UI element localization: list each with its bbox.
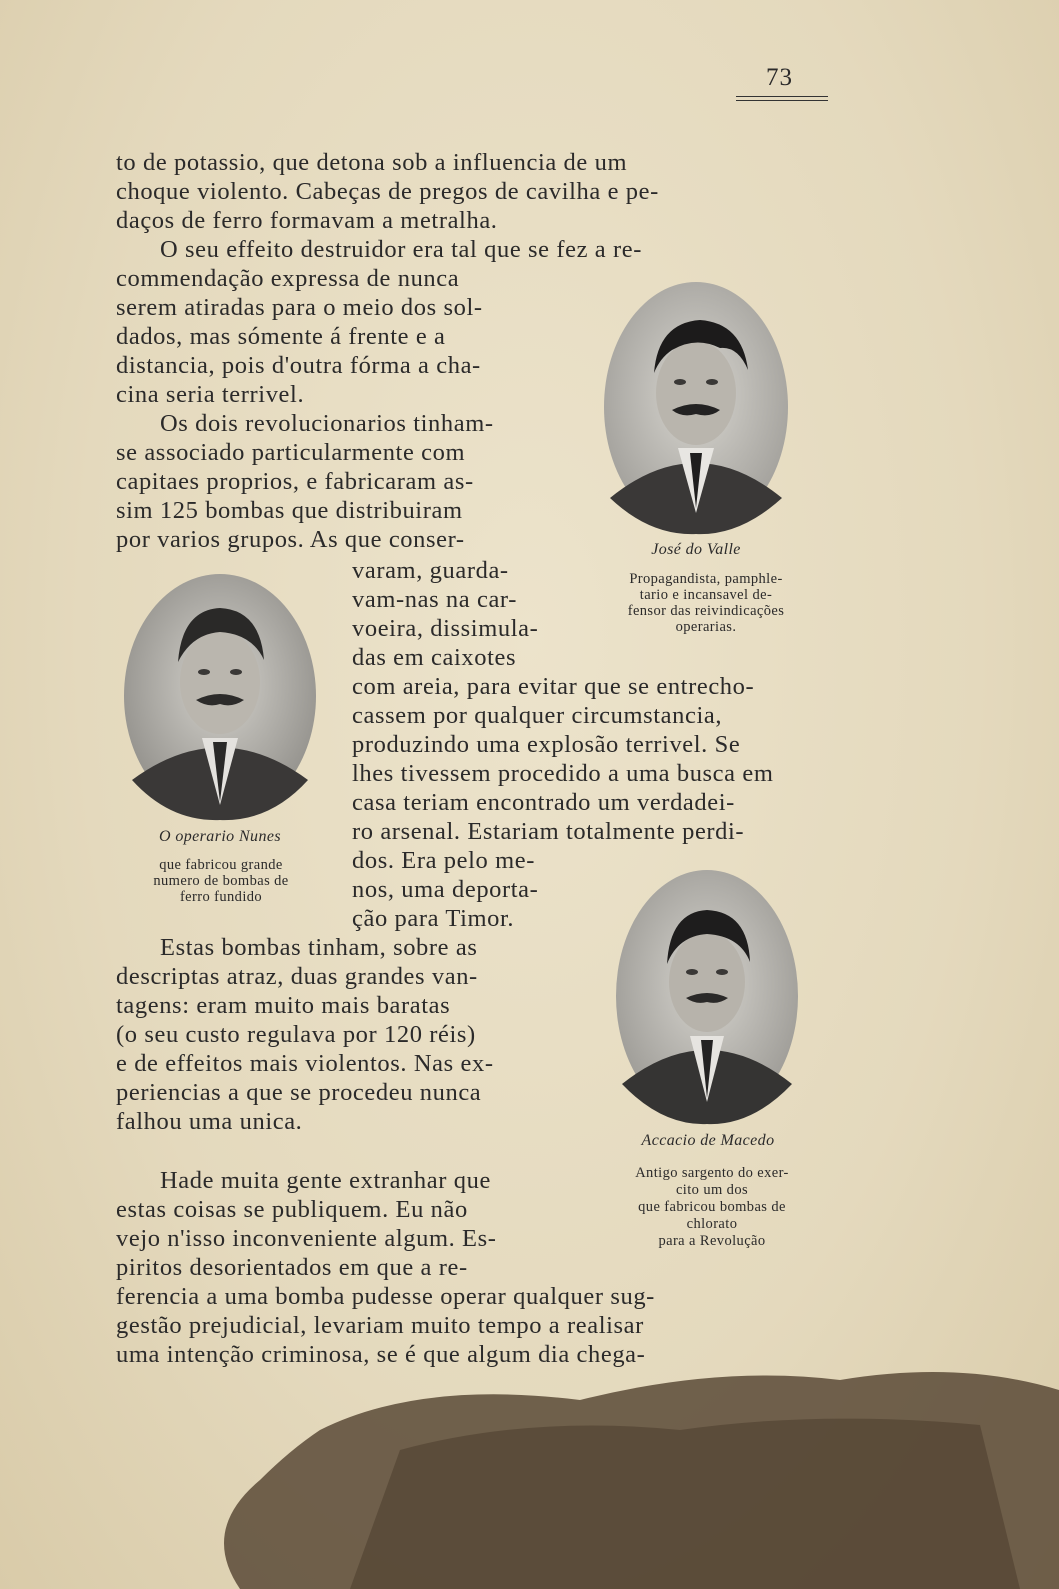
text-line: dos. Era pelo me- <box>352 847 536 874</box>
text-line: por varios grupos. As que conser- <box>116 526 465 553</box>
text-line: das em caixotes <box>352 644 517 671</box>
text-line: ro arsenal. Estariam totalmente perdi- <box>352 818 745 845</box>
page-number-rule <box>736 96 828 97</box>
text-line: ferencia a uma bomba pudesse operar qualquer sug- <box>116 1283 655 1310</box>
caption-name: O operario Nunes <box>159 828 281 845</box>
text-line: se associado particularmente com <box>116 439 466 466</box>
text-line: (o seu custo regulava por 120 réis) <box>116 1021 476 1048</box>
portrait-operario-nunes <box>120 570 320 822</box>
page-number: 73 <box>766 64 793 91</box>
caption-line: cito um dos <box>675 1182 749 1198</box>
text-line: falhou uma unica. <box>116 1108 303 1135</box>
caption-line: fensor das reivindicações <box>627 603 785 619</box>
text-line: dados, mas sómente á frente e a <box>116 323 446 350</box>
caption-line: para a Revolução <box>658 1233 766 1249</box>
text-line: estas coisas se publiquem. Eu não <box>116 1196 468 1223</box>
caption-line: ferro fundido <box>179 889 263 905</box>
text-line: vejo n'isso inconveniente algum. Es- <box>116 1225 497 1252</box>
text-line: capitaes proprios, e fabricaram as- <box>116 468 474 495</box>
text-line: cassem por qualquer circumstancia, <box>352 702 723 729</box>
text-line: cina seria terrivel. <box>116 381 305 408</box>
text-line: ção para Timor. <box>352 905 515 932</box>
caption-line: chlorato <box>686 1216 738 1232</box>
text-line: distancia, pois d'outra fórma a cha- <box>116 352 481 379</box>
caption-name: Accacio de Macedo <box>641 1132 775 1149</box>
text-line: gestão prejudicial, levariam muito tempo a realisar <box>116 1312 644 1339</box>
text-line: tagens: eram muito mais baratas <box>116 992 451 1019</box>
text-line: periencias a que se procedeu nunca <box>116 1079 482 1106</box>
text-line: to de potassio, que detona sob a influencia de um <box>116 149 628 176</box>
caption-line: operarias. <box>675 619 737 635</box>
page-stain <box>200 1370 1059 1589</box>
page-number-rule <box>736 100 828 101</box>
portrait-jose-do-valle <box>600 278 792 536</box>
text-line: daços de ferro formavam a metralha. <box>116 207 498 234</box>
text-line: Hade muita gente extranhar que <box>160 1167 491 1194</box>
caption-line: tario e incansavel de- <box>639 587 773 603</box>
text-line: uma intenção criminosa, se é que algum dia chega- <box>116 1341 646 1368</box>
text-line: voeira, dissimula- <box>352 615 539 642</box>
text-line: varam, guarda- <box>352 557 509 584</box>
portrait-accacio-de-macedo <box>612 866 802 1126</box>
text-line: com areia, para evitar que se entrecho- <box>352 673 755 700</box>
text-line: choque violento. Cabeças de pregos de cavilha e pe- <box>116 178 659 205</box>
text-line: serem atiradas para o meio dos sol- <box>116 294 483 321</box>
text-line: sim 125 bombas que distribuiram <box>116 497 463 524</box>
caption-line: numero de bombas de <box>153 873 289 889</box>
caption-line: que fabricou bombas de <box>638 1199 786 1215</box>
text-line: Estas bombas tinham, sobre as <box>160 934 478 961</box>
text-line: nos, uma deporta- <box>352 876 539 903</box>
caption-line: Antigo sargento do exer- <box>635 1165 789 1181</box>
text-line: vam-nas na car- <box>352 586 517 613</box>
text-line: piritos desorientados em que a re- <box>116 1254 468 1281</box>
caption-name: José do Valle <box>651 541 741 558</box>
text-line: e de effeitos mais violentos. Nas ex- <box>116 1050 494 1077</box>
text-line: descriptas atraz, duas grandes van- <box>116 963 478 990</box>
text-line: O seu effeito destruidor era tal que se fez a re- <box>160 236 642 263</box>
text-line: Os dois revolucionarios tinham- <box>160 410 494 437</box>
caption-line: Propagandista, pamphle- <box>629 571 783 587</box>
text-line: casa teriam encontrado um verdadei- <box>352 789 735 816</box>
caption-line: que fabricou grande <box>159 857 283 873</box>
text-line: produzindo uma explosão terrivel. Se <box>352 731 741 758</box>
text-line: lhes tivessem procedido a uma busca em <box>352 760 774 787</box>
text-line: commendação expressa de nunca <box>116 265 460 292</box>
